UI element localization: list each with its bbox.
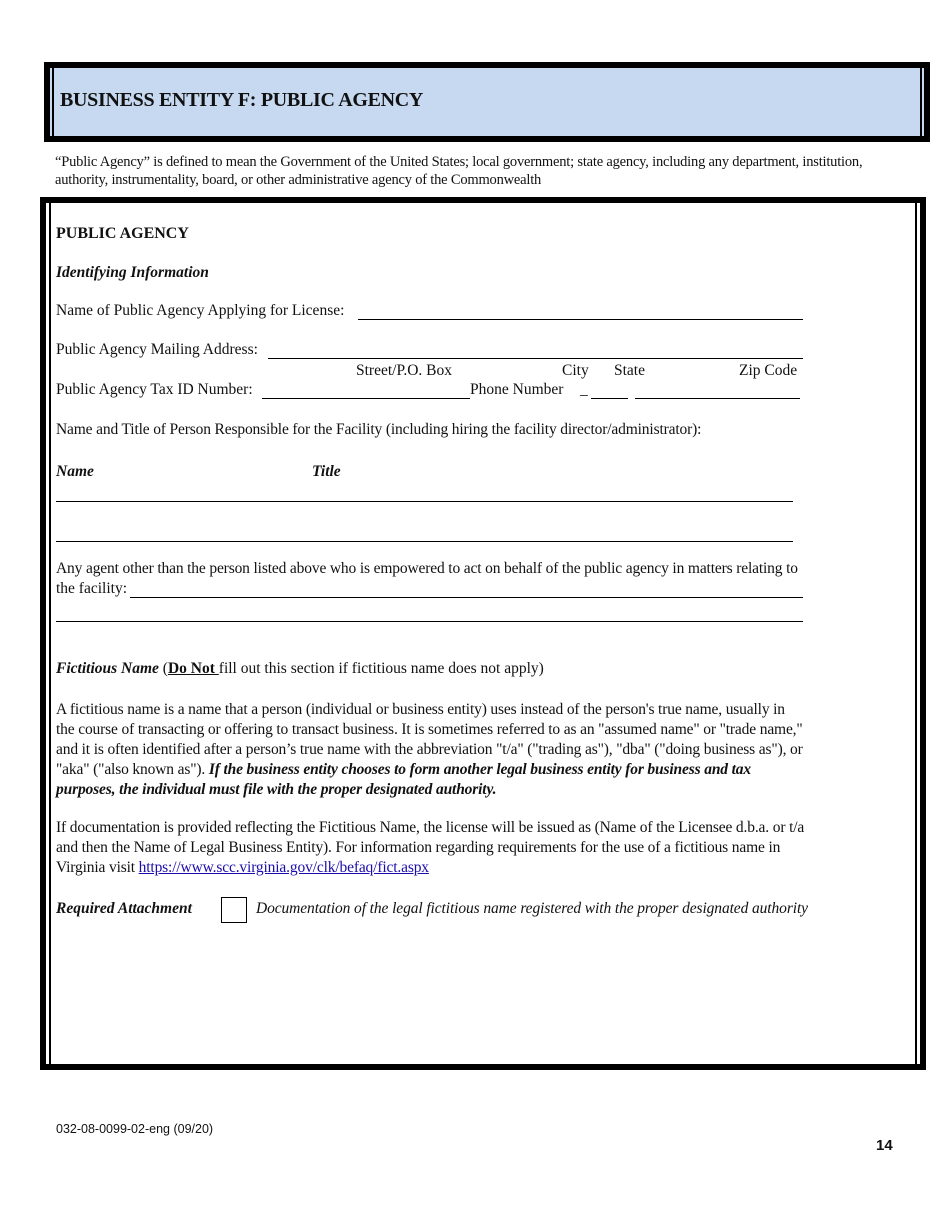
page-number: 14 [876,1137,893,1154]
phone-area-code-field[interactable] [591,398,628,399]
agent-field-2[interactable] [56,621,803,622]
section-title: PUBLIC AGENCY [56,225,189,242]
responsible-person-field-2[interactable] [56,541,793,542]
phone-number-field[interactable] [635,398,800,399]
form-section-box [40,197,926,1070]
zip-caption: Zip Code [739,362,798,379]
agency-name-field[interactable] [358,319,803,320]
scc-fictitious-name-link[interactable]: https://www.scc.virginia.gov/clk/befaq/fict.aspx [138,859,429,876]
attachment-checkbox[interactable] [221,897,247,923]
agency-name-label: Name of Public Agency Applying for License: [56,302,345,319]
form-code: 032-08-0099-02-eng (09/20) [56,1122,214,1136]
fictitious-name-explanation: A fictitious name is a name that a person (individual or business entity) uses instead of the person's true name, usually in the course of transacting or offering to transact business. It is sometimes referred to as an "assumed name" or "trade name," and it is often identified after a person’s true name with the abbreviation "t/a" ("trading as"), "dba" ("doing business as"), or "aka" ("also known as"). If the business entity chooses to form another legal business entity for business and tax purposes, the individual must file with the proper designated authority. [56,701,803,798]
fictitious-name-documentation: If documentation is provided reflecting the Fictitious Name, the license will be issued as (Name of the Licensee d.b.a. or t/a and then the Name of Legal Business Entity). For information regarding requirements for the use of a fictitious name in Virginia visit https://www.scc.virginia.gov/clk/befaq/fict.aspx [56,819,805,876]
title-column-header: Title [312,463,341,480]
tax-id-field[interactable] [262,398,470,399]
phone-area-prefix: _ [580,381,588,398]
agent-field-1[interactable] [130,597,803,598]
fictitious-name-heading: Fictitious Name (Do Not fill out this section if fictitious name does not apply) [56,660,544,677]
mailing-address-field[interactable] [268,358,803,359]
city-caption: City [562,362,589,379]
required-attachment-label: Required Attachment [56,900,192,917]
agent-label-line2: the facility: [56,580,128,597]
agent-label-line1: Any agent other than the person listed above who is empowered to act on behalf of the public agency in matters relating to [56,560,798,577]
tax-id-label: Public Agency Tax ID Number: [56,381,253,398]
page-title: BUSINESS ENTITY F: PUBLIC AGENCY [60,89,424,111]
section-subtitle: Identifying Information [56,264,209,281]
responsible-person-field-1[interactable] [56,501,793,502]
attachment-description: Documentation of the legal fictitious name registered with the proper designated authority [256,900,808,917]
public-agency-definition: “Public Agency” is defined to mean the Government of the United States; local government; state agency, including any department, institution, authority, instrumentality, board, or other administrative agency of the Commonwealth [55,154,863,188]
phone-label: Phone Number [470,381,564,398]
name-column-header: Name [56,463,94,480]
mailing-address-label: Public Agency Mailing Address: [56,341,258,358]
responsible-person-label: Name and Title of Person Responsible for the Facility (including hiring the facility director/administrator): [56,421,702,438]
state-caption: State [614,362,645,379]
street-caption: Street/P.O. Box [356,362,453,379]
